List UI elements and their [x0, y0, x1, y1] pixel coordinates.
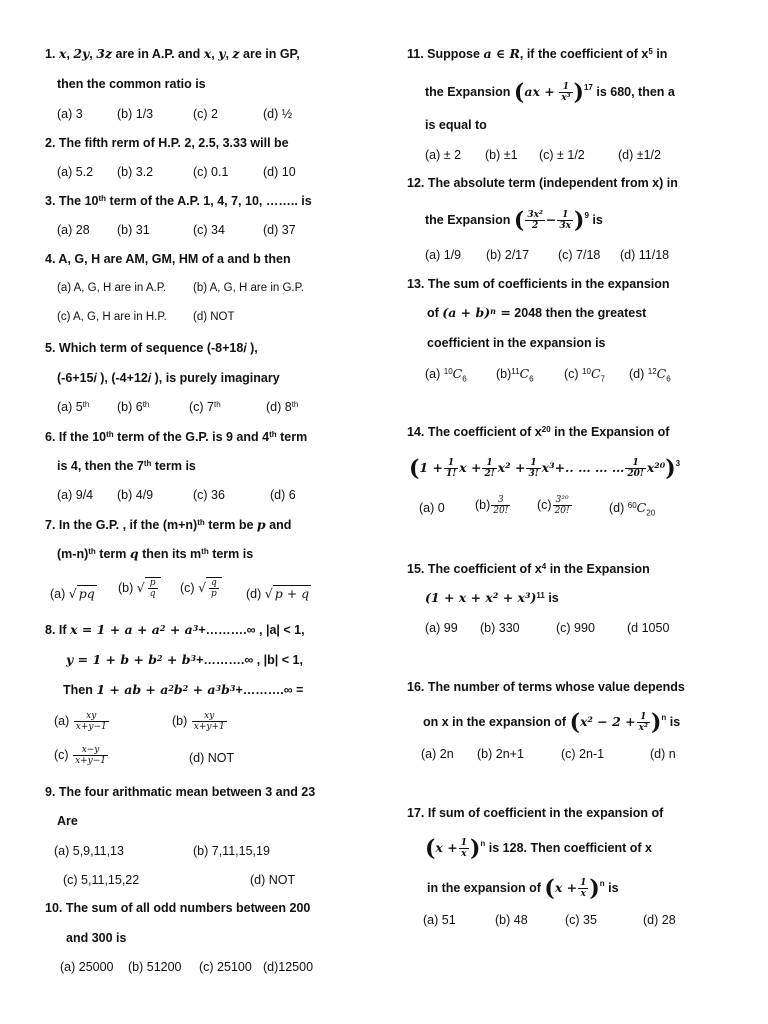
q11-option-d[interactable]: (d) ±1/2 — [618, 148, 661, 162]
q17-stem: 17. If sum of coefficient in the expansion of — [407, 806, 664, 820]
q10-option-b[interactable]: (b) 51200 — [128, 960, 182, 974]
q17-stem-line2: (x + $\frac{1}{x}$ )$^n$ is 128. Then coefficient of x — [425, 835, 653, 862]
q17-option-d[interactable]: (d) 28 — [643, 913, 676, 927]
q7-option-c[interactable]: (c) √ $\frac{q}{p}$ — [180, 577, 222, 599]
q8-stem-line3: Then 1 + ab + $a^2b^2$ + $a^3b^3+\dots\dots\dots.\infty$ = — [63, 682, 304, 697]
q6-stem-line2: is 4, then the 7th term is — [57, 459, 196, 473]
q4-stem: 4. A, G, H are AM, GM, HM of a and b then — [45, 252, 291, 266]
q16-stem-line2: on x in the expansion of (x² − 2 + $\frac{1}{\text{x²}}$ )$^n$ is — [423, 709, 681, 736]
q13-stem-line3: coefficient in the expansion is — [427, 336, 606, 350]
q10-stem-line2: and 300 is — [66, 931, 127, 945]
q8-stem: 8. If $x = 1 + a + a^2$ + $a^3+\dots\dots\dots.\infty$ , |a| < 1, — [45, 622, 305, 637]
q13-option-a[interactable]: (a) $^{10}C_6$ — [425, 366, 467, 384]
q13-stem: 13. The sum of coefficients in the expansion — [407, 277, 670, 291]
q10-stem: 10. The sum of all odd numbers between 200 — [45, 901, 311, 915]
q13-option-b[interactable]: $(b)^{11}C_6$ — [496, 366, 534, 384]
q3-option-c[interactable]: (c) 34 — [193, 223, 225, 237]
q16-option-a[interactable]: (a) 2n — [421, 747, 454, 761]
q17-option-a[interactable]: (a) 51 — [423, 913, 456, 927]
q14-option-a[interactable]: (a) 0 — [419, 501, 445, 515]
q5-option-d[interactable]: (d) 8th — [266, 400, 299, 414]
q7-stem: 7. In the G.P. , if the $(m+n)^{th}$ term be p and — [45, 517, 292, 532]
q12-option-c[interactable]: (c) 7/18 — [558, 248, 601, 262]
q17-stem-line3: in the expansion of (x + $\frac{1}{x}$ )$^n$ is — [427, 875, 619, 902]
q15-stem: 15. The coefficient of $x^4$ in the Expansion — [407, 562, 650, 576]
q1-option-c[interactable]: (c) 2 — [193, 107, 218, 121]
q16-option-c[interactable]: (c) 2n-1 — [561, 747, 605, 761]
q13-option-c[interactable]: (c) $^{10}C_7$ — [564, 366, 605, 384]
q1-stem: 1. x, 2y, 3z are in A.P. and x, y, z are in GP, — [45, 46, 300, 61]
q14-option-b[interactable]: (b) $\frac{3}{20!}$ — [475, 495, 509, 516]
q11-stem-line2: the Expansion (ax + $\frac{1}{\text{x³}}$ )$^{17}$ is 680, then a — [425, 79, 675, 106]
q9-option-c[interactable]: (c) 5,11,15,22 — [63, 873, 140, 887]
q3-stem: 3. The 10th term of the A.P. 1, 4, 7, 10, …….. is — [45, 194, 312, 208]
q5-stem-line2: (-6+15𝑖 ), (-4+12𝑖 ), is purely imaginary — [57, 371, 280, 385]
q4-option-c[interactable]: (c) A, G, H are in H.P. — [57, 311, 167, 323]
left-column — [0, 0, 370, 1024]
q9-stem-line2: Are — [57, 814, 78, 828]
q16-option-b[interactable]: (b) 2n+1 — [477, 747, 524, 761]
q13-option-d[interactable]: (d) $^{12}C_6$ — [629, 366, 671, 384]
q13-stem-line2: of $(a + b)^n = 2048$ then the greatest — [427, 305, 647, 320]
q3-option-b[interactable]: (b) 31 — [117, 223, 150, 237]
q17-option-c[interactable]: (c) 35 — [565, 913, 597, 927]
q6-option-a[interactable]: (a) 9/4 — [57, 488, 94, 502]
q11-option-c[interactable]: (c) ± 1/2 — [539, 148, 585, 162]
q11-stem: 11. Suppose a ∈ R, if the coefficient of $x^5$ in — [407, 46, 668, 61]
q14-option-c[interactable]: (c) $\frac{\text{3²⁰}}{20!}$ — [537, 495, 570, 516]
q2-option-d[interactable]: (d) 10 — [263, 165, 296, 179]
q9-stem: 9. The four arithmatic mean between 3 and 23 — [45, 785, 316, 799]
q1-stem-line2: then the common ratio is — [57, 77, 206, 91]
q11-stem-line3: is equal to — [425, 118, 487, 132]
q9-option-d[interactable]: (d) NOT — [250, 873, 296, 887]
q6-option-d[interactable]: (d) 6 — [270, 488, 296, 502]
q14-option-d[interactable]: (d) $^{60}C_{20}$ — [609, 500, 656, 518]
q10-option-a[interactable]: (a) 25000 — [60, 960, 114, 974]
q5-stem: 5. Which term of sequence (-8+18𝑖 ), — [45, 341, 258, 355]
q7-option-d[interactable]: (d) √ p + q — [246, 586, 310, 601]
q5-option-a[interactable]: (a) 5th — [57, 400, 90, 414]
q8-option-b[interactable]: (b) $\frac{xy}{x+y+1}$ — [172, 711, 225, 732]
q3-option-d[interactable]: (d) 37 — [263, 223, 296, 237]
q15-option-a[interactable]: (a) 99 — [425, 621, 458, 635]
q8-option-c[interactable]: (c) $\frac{x-y}{x+y-1}$ — [54, 745, 107, 766]
q2-option-c[interactable]: (c) 0.1 — [193, 165, 229, 179]
q11-option-b[interactable]: (b) ±1 — [485, 148, 518, 162]
q7-option-a[interactable]: (a) √ pq — [50, 586, 95, 601]
q16-stem: 16. The number of terms whose value depends — [407, 680, 685, 694]
q5-option-c[interactable]: (c) 7th — [189, 400, 221, 414]
q2-stem: 2. The fifth rerm of H.P. 2, 2.5, 3.33 will be — [45, 136, 289, 150]
q4-option-a[interactable]: (a) A, G, H are in A.P. — [57, 282, 167, 294]
q8-option-d[interactable]: (d) NOT — [189, 751, 235, 765]
q3-option-a[interactable]: (a) 28 — [57, 223, 90, 237]
q9-option-a[interactable]: (a) 5,9,11,13 — [54, 844, 124, 858]
q12-option-a[interactable]: (a) 1/9 — [425, 248, 462, 262]
q6-option-c[interactable]: (c) 36 — [193, 488, 225, 502]
q10-option-d[interactable]: (d)12500 — [263, 960, 314, 974]
q12-option-b[interactable]: (b) 2/17 — [486, 248, 530, 262]
q14-stem: 14. The coefficient of $x^{20}$ in the Expansion of — [407, 425, 670, 439]
q16-option-d[interactable]: (d) n — [650, 747, 676, 761]
q1-option-d[interactable]: (d) ½ — [263, 107, 293, 121]
q1-option-a[interactable]: (a) 3 — [57, 107, 83, 121]
q15-option-c[interactable]: (c) 990 — [556, 621, 595, 635]
q7-stem-line2: $(m-n)^{th}$ term q then its $m^{th}$ term is — [57, 546, 254, 561]
q10-option-c[interactable]: (c) 25100 — [199, 960, 252, 974]
q1-option-b[interactable]: (b) 1/3 — [117, 107, 154, 121]
q8-option-a[interactable]: (a) $\frac{xy}{x+y-1}$ — [54, 711, 107, 732]
q14-expression: (1 + $\frac{1}{1!}$ x + $\frac{1}{2!}$ x² + $\frac{1}{3!}$ x³+.. … … … $\frac{1}{20!}$ x²⁰)$^3$ — [409, 455, 681, 482]
q7-option-b[interactable]: (b) √ $\frac{p}{q}$ — [118, 577, 161, 599]
q6-option-b[interactable]: (b) 4/9 — [117, 488, 154, 502]
right-column — [384, 0, 754, 1024]
q15-option-b[interactable]: (b) 330 — [480, 621, 520, 635]
q15-option-d[interactable]: (d 1050 — [627, 621, 670, 635]
q12-stem-line2: the Expansion ( $\frac{\text{3x²}}{2}$ − $\frac{1}{3x}$ )$^9$ is — [425, 207, 603, 234]
q2-option-a[interactable]: (a) 5.2 — [57, 165, 94, 179]
q17-option-b[interactable]: (b) 48 — [495, 913, 528, 927]
q12-stem: 12. The absolute term (independent from x) in — [407, 176, 678, 190]
q12-option-d[interactable]: (d) 11/18 — [620, 248, 670, 262]
q6-stem: 6. If the 10th term of the G.P. is 9 and 4th term — [45, 430, 308, 444]
q4-option-d[interactable]: (d) NOT — [193, 311, 235, 323]
q11-option-a[interactable]: (a) ± 2 — [425, 148, 462, 162]
q4-option-b[interactable]: (b) A, G, H are in G.P. — [193, 282, 304, 294]
q5-option-b[interactable]: (b) 6th — [117, 400, 150, 414]
q8-stem-line2: $y = 1 + b + b^2$ + $b^3+\dots\dots\dots.\infty$ , |b| < 1, — [66, 652, 303, 667]
q9-option-b[interactable]: (b) 7,11,15,19 — [193, 844, 270, 858]
q2-option-b[interactable]: (b) 3.2 — [117, 165, 154, 179]
q15-expression: $(1 + x + x^2 + x^3)^{11}$ is — [425, 590, 559, 605]
